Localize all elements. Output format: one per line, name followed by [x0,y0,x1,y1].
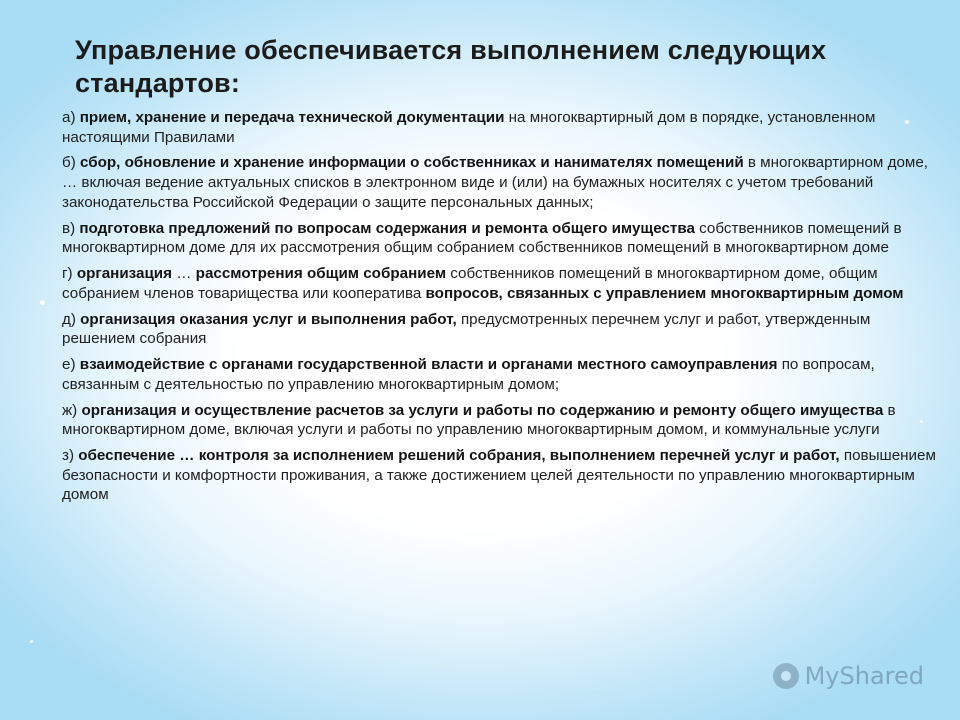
item-marker: ж) [62,401,78,419]
item-text: собственников помещений в многоквартирном доме для их рассмотрения общим собранием собственников помещений в многоквартирном доме [62,219,902,257]
item-bold-text: сбор, обновление и хранение информации о собственниках и нанимателях помещений [80,154,744,172]
standard-item [62,153,942,212]
background-sparkle [40,300,45,305]
item-text: в многоквартирном доме, … включая ведение актуальных списков в электронном виде и (или) на бумажных носителях с учетом требований законодательства Российской Федерации о защите персональных данных; [62,154,929,211]
standard-item [62,446,942,505]
background-sparkle [30,640,33,643]
standard-item [62,401,942,440]
item-bold-text: подготовка предложений по вопросам содержания и ремонта общего имущества [79,219,695,237]
myshared-logo-icon [773,663,799,689]
item-marker: е) [62,356,76,374]
item-bold-text: обеспечение … контроля за исполнением решений собрания, выполнением перечней услуг и работ, [78,446,840,464]
watermark [773,662,924,690]
standards-list [62,108,942,511]
item-marker: в) [62,219,76,237]
item-bold-text: организация [76,265,173,283]
standard-item [62,310,942,349]
standard-item [62,108,942,147]
standard-item [62,355,942,394]
item-bold-text: организация и осуществление расчетов за услуги и работы по содержанию и ремонту общего имущества [81,401,884,419]
item-marker: б) [62,154,76,172]
item-bold-text: взаимодействие с органами государственной власти и органами местного самоуправления [79,356,778,374]
item-text: предусмотренных перечнем услуг и работ, утвержденным решением собрания [62,310,871,348]
standard-item [62,219,942,258]
item-bold-text: вопросов, связанных с управлением многоквартирным домом [425,284,904,302]
item-bold-text: организация оказания услуг и выполнения работ, [80,310,457,328]
item-marker: г) [62,265,73,283]
item-text: на многоквартирный дом в порядке, установленном настоящими Правилами [62,109,876,146]
item-text: в многоквартирном доме, включая услуги и работы по управлению многоквартирным домом, и коммунальные услуги [62,401,896,439]
item-marker: д) [62,310,76,328]
watermark-text: MyShared [804,662,924,690]
item-marker: з) [62,446,75,464]
item-text: собственников помещений в многоквартирном доме, общим собранием членов товарищества или кооператива [62,265,878,302]
item-text: повышением безопасности и комфортности проживания, а также достижением целей деятельности по управлению многоквартирным домом [62,446,936,504]
item-text: по вопросам, связанным с деятельностью по управлению многоквартирным домом; [62,356,875,393]
slide-title: Управление обеспечивается выполнением следующих стандартов: [75,35,827,98]
item-marker: а) [62,109,76,126]
item-text: … [176,265,192,283]
standard-item [62,264,942,303]
item-bold-text: прием, хранение и передача технической документации [79,109,505,126]
item-bold-text: рассмотрения общим собранием [195,265,447,283]
